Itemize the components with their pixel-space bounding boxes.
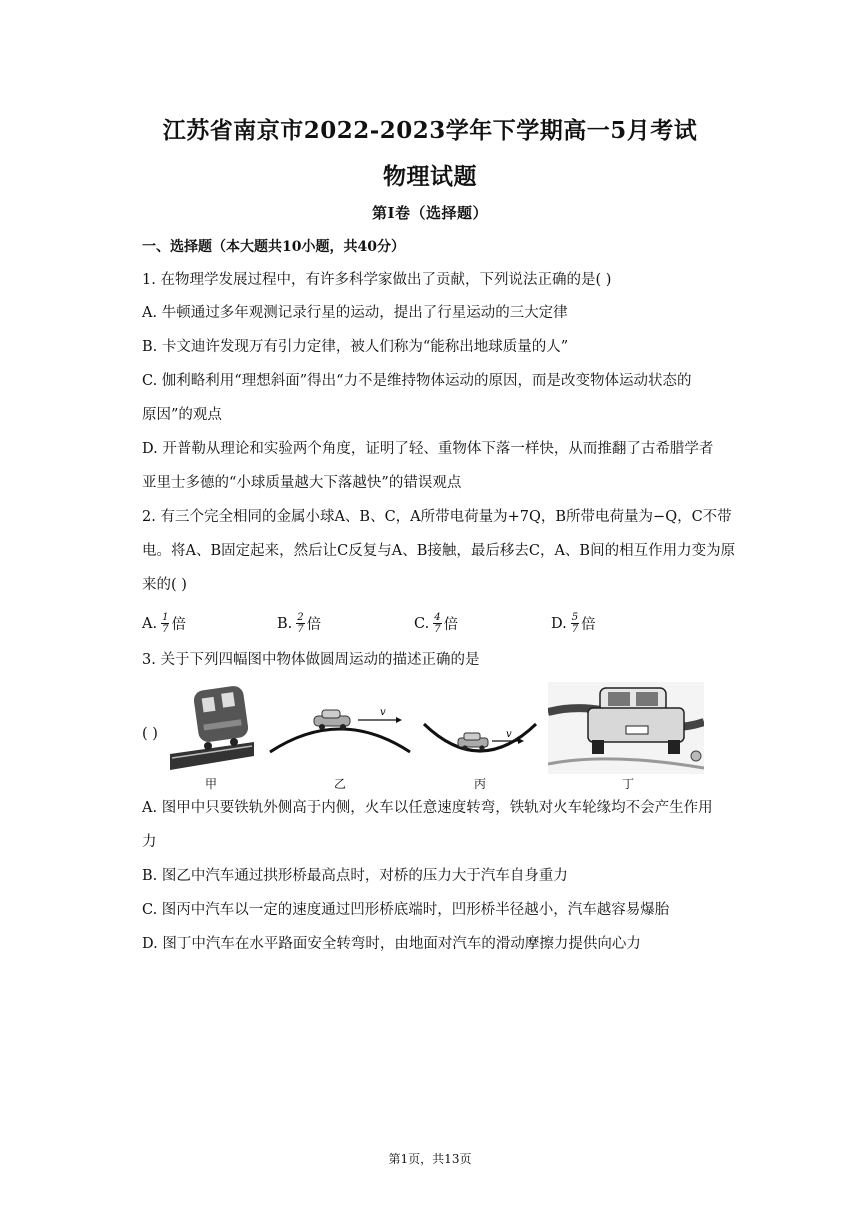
page-number: 第1页，共13页 [388, 1152, 472, 1166]
q2-option-a-letter: A. [142, 615, 158, 632]
q2-stem-line3: 来的( ) [142, 577, 187, 593]
q2-option-c-fraction [433, 612, 441, 635]
q2-option-d-numerator: 5 [571, 612, 579, 623]
train-figure [166, 682, 258, 774]
q2-option-b-fraction [296, 612, 304, 635]
q3-option-a-line2: 力 [142, 834, 157, 850]
q1-option-c-line1: C. 伽利略利用“理想斜面”得出“力不是维持物体运动的原因，而是改变物体运动状态的 [142, 373, 692, 389]
q3-option-b: B. 图乙中汽车通过拱形桥最高点时，对桥的压力大于汽车自身重力 [142, 868, 568, 884]
q2-option-b-numerator: 2 [297, 612, 304, 623]
fig-label-ding: 丁 [622, 777, 635, 791]
car-turn-figure [548, 682, 704, 774]
q2-option-c-numerator: 4 [434, 612, 441, 623]
concave-velocity-label: v [506, 729, 512, 740]
q3-answer-paren: ( ) [142, 726, 158, 742]
q2-option-b-letter: B. [277, 615, 293, 632]
q2-option-b [277, 612, 321, 635]
exam-title: 江苏省南京市2022-2023学年下学期高一5月考试 [162, 117, 698, 144]
q2-stem-line2: 电。将A、B固定起来，然后让C反复与A、B接触，最后移去C，A、B间的相互作用力变为原 [142, 543, 736, 559]
q3-option-d: D. 图丁中汽车在水平路面安全转弯时，由地面对汽车的滑动摩擦力提供向心力 [142, 936, 641, 952]
q3-option-c: C. 图丙中汽车以一定的速度通过凹形桥底端时，凹形桥半径越小，汽车越容易爆胎 [142, 902, 670, 918]
q3-stem: 3. 关于下列四幅图中物体做圆周运动的描述正确的是 [142, 652, 480, 668]
fig-label-yi: 乙 [334, 777, 347, 791]
q1-option-d-line1: D. 开普勒从理论和实验两个角度，证明了轻、重物体下落一样快，从而推翻了古希腊学者 [142, 441, 714, 457]
q1-option-a: A. 牛顿通过多年观测记录行星的运动，提出了行星运动的三大定律 [142, 305, 568, 321]
q2-option-a-suffix: 倍 [171, 617, 186, 633]
q2-option-c [414, 612, 458, 635]
q1-option-d-line2: 亚里士多德的“小球质量越大下落越快”的错误观点 [142, 475, 462, 491]
fig-label-jia: 甲 [205, 777, 218, 791]
fig-label-bing: 丙 [474, 777, 487, 791]
q2-option-a-fraction [161, 612, 169, 635]
q2-option-d-denominator: 7 [571, 624, 579, 635]
q2-option-a [142, 612, 186, 635]
q2-option-d [551, 612, 596, 635]
q2-option-a-numerator: 1 [162, 612, 169, 623]
exam-subtitle: 物理试题 [383, 163, 477, 190]
arch-velocity-label: v [380, 707, 386, 718]
q2-option-b-suffix: 倍 [306, 617, 322, 633]
q1-option-b: B. 卡文迪许发现万有引力定律，被人们称为“能称出地球质量的人” [142, 339, 569, 355]
q2-option-c-denominator: 7 [434, 624, 441, 635]
q2-option-d-suffix: 倍 [581, 617, 596, 633]
q2-stem-line1: 2. 有三个完全相同的金属小球A、B、C，A所带电荷量为+7Q，B所带电荷量为−Q，C不带 [142, 509, 732, 525]
arch-bridge-figure [268, 682, 412, 774]
concave-bridge-figure [422, 682, 538, 774]
q2-option-b-denominator: 7 [297, 624, 304, 635]
q2-option-d-letter: D. [551, 615, 567, 632]
q2-option-c-letter: C. [414, 615, 430, 632]
section-heading: 一、选择题（本大题共10小题，共40分） [142, 239, 405, 255]
q2-option-a-denominator: 7 [162, 624, 169, 635]
q1-stem: 1. 在物理学发展过程中，有许多科学家做出了贡献，下列说法正确的是( ) [142, 272, 612, 288]
volume-heading: 第I卷（选择题） [371, 204, 489, 222]
q2-option-c-suffix: 倍 [443, 617, 459, 633]
q2-option-d-fraction [571, 612, 579, 635]
q1-option-c-line2: 原因”的观点 [142, 407, 222, 423]
q3-option-a-line1: A. 图甲中只要铁轨外侧高于内侧，火车以任意速度转弯，铁轨对火车轮缘均不会产生作用 [142, 800, 713, 816]
